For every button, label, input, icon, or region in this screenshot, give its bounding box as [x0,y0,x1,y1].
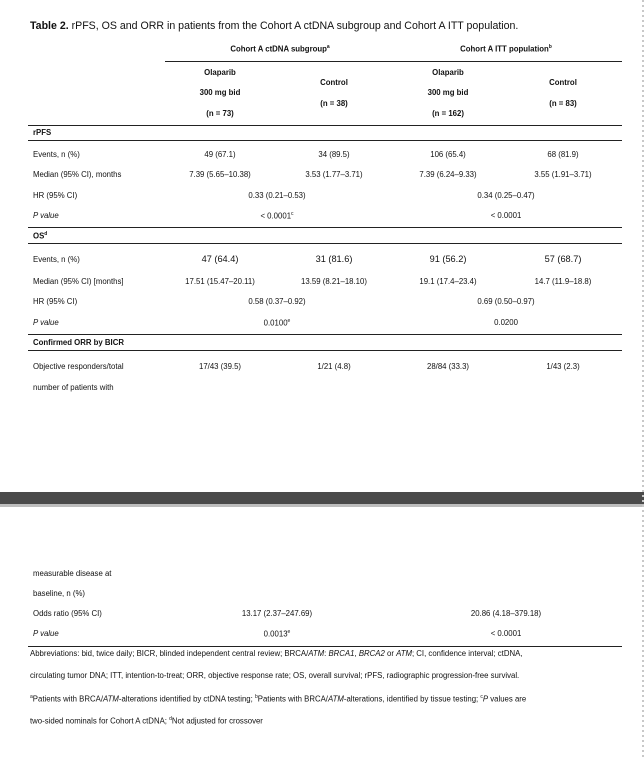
cell-os-itt-hr: 0.69 (0.50–0.97) [477,297,535,306]
row-label-orr-odds: Odds ratio (95% CI) [33,609,102,618]
row-label-orr-2: number of patients with [33,383,114,392]
section-os: $OS^d$ [33,231,48,241]
rule-above-os [28,227,622,228]
row-label-os-p: P value [33,318,59,327]
cell-rpfs-ctdna-median-ctl: 3.53 (1.77–3.71) [305,170,363,179]
col-itt-control-n: (n = 83) [549,99,577,108]
row-label-rpfs-p: P value [33,211,59,220]
group-header-ctdna: Cohort A ctDNA subgroup$^a$ [230,44,330,54]
group-header-itt: Cohort A ITT population$^b$ [460,44,552,54]
col-itt-olaparib-2: 300 mg bid [427,88,469,97]
row-label-rpfs-events: Events, n (%) [33,150,80,159]
cell-orr-ctdna-odds: 13.17 (2.37–247.69) [241,609,313,618]
cell-rpfs-ctdna-events-ola: 49 (67.1) [204,150,236,159]
footnote-a-b-c: $^a$Patients with BRCA/ATM-alterations identified by ctDNA testing; $^b$Patients with BRCA/ATM-alterations, identified by tissue testing; $^c$P values are [30,694,527,704]
cell-orr-ctdna-ctl: 1/21 (4.8) [317,362,351,371]
cell-rpfs-itt-hr: 0.34 (0.25–0.47) [477,191,535,200]
cell-rpfs-itt-median-ola: 7.39 (6.24–9.33) [419,170,477,179]
table-title [30,20,518,32]
cell-os-ctdna-events-ctl: 31 (81.6) [315,254,353,264]
col-itt-olaparib-n: (n = 162) [432,109,464,118]
page-break-shadow [0,504,644,507]
cell-orr-itt-odds: 20.86 (4.18–379.18) [470,609,542,618]
cell-os-itt-median-ola: 19.1 (17.4–23.4) [419,277,477,286]
section-orr: Confirmed ORR by BICR [33,338,124,347]
cell-orr-ctdna-p: 0.0013e [263,629,291,639]
rule-under-group-headers [165,61,622,62]
col-itt-control: Control [549,78,577,87]
col-ctdna-control-n: (n = 38) [320,99,348,108]
row-label-orr-p: P value [33,629,59,638]
col-itt-olaparib-1: Olaparib [432,68,464,77]
cell-os-itt-events-ola: 91 (56.2) [429,254,467,264]
row-label-rpfs-hr: HR (95% CI) [33,191,78,200]
rule-under-os [28,243,622,244]
cell-orr-ctdna-ola: 17/43 (39.5) [198,362,242,371]
cell-os-ctdna-hr: 0.58 (0.37–0.92) [248,297,306,306]
table-caption: rPFS, OS and ORR in patients from the Cohort A ctDNA subgroup and Cohort A ITT population. [68,20,519,32]
cell-orr-itt-p: < 0.0001 [490,629,522,638]
cell-os-itt-median-ctl: 14.7 (11.9–18.8) [534,277,592,286]
footnote-c-d: two-sided nominals for Cohort A ctDNA; $^d$Not adjusted for crossover [30,716,263,726]
footnote-abbreviations: Abbreviations: bid, twice daily; BICR, blinded independent central review; BRCA/ATM: BRCA1, BRCA2 or ATM; CI, confidence interval; ctDNA, [30,649,523,658]
rule-under-column-headers [28,125,622,126]
cell-rpfs-itt-median-ctl: 3.55 (1.91–3.71) [534,170,592,179]
row-label-orr-3: measurable disease at [33,569,112,578]
row-label-rpfs-median: Median (95% CI), months [33,170,122,179]
cell-os-ctdna-median-ola: 17.51 (15.47–20.11) [185,277,255,286]
col-ctdna-olaparib-2: 300 mg bid [199,88,241,97]
row-label-os-median: Median (95% CI) [months] [33,277,124,286]
row-label-orr-1: Objective responders/total [33,362,124,371]
row-label-os-hr: HR (95% CI) [33,297,78,306]
col-ctdna-control: Control [320,78,348,87]
cell-rpfs-itt-events-ola: 106 (65.4) [430,150,466,159]
cell-rpfs-ctdna-p: < 0.0001$^c$ [260,211,294,221]
row-label-os-events: Events, n (%) [33,255,80,264]
section-rpfs: rPFS [33,128,52,137]
rule-under-rpfs [28,140,622,141]
cell-rpfs-ctdna-hr: 0.33 (0.21–0.53) [248,191,306,200]
cell-os-itt-events-ctl: 57 (68.7) [544,254,582,264]
page-break [0,492,644,504]
cell-rpfs-itt-p: < 0.0001 [490,211,522,220]
cell-os-ctdna-p: 0.0100e [263,318,291,328]
cell-orr-itt-ctl: 1/43 (2.3) [546,362,580,371]
cell-rpfs-ctdna-events-ctl: 34 (89.5) [318,150,350,159]
col-ctdna-olaparib-1: Olaparib [204,68,236,77]
footnote-abbreviations-cont: circulating tumor DNA; ITT, intention-to-treat; ORR, objective response rate; OS, overall survival; rPFS, radiographic progression-free survival. [30,671,520,680]
table-number: Table 2. [30,20,69,32]
cell-rpfs-ctdna-median-ola: 7.39 (5.65–10.38) [189,170,251,179]
col-ctdna-olaparib-n: (n = 73) [206,109,234,118]
rule-under-orr [28,350,622,351]
rule-above-orr [28,334,622,335]
cell-os-itt-p: 0.0200 [494,318,518,327]
cell-os-ctdna-median-ctl: 13.59 (8.21–18.10) [301,277,367,286]
cell-orr-itt-ola: 28/84 (33.3) [426,362,470,371]
row-label-orr-4: baseline, n (%) [33,589,86,598]
cell-rpfs-itt-events-ctl: 68 (81.9) [547,150,579,159]
cell-os-ctdna-events-ola: 47 (64.4) [201,254,239,264]
